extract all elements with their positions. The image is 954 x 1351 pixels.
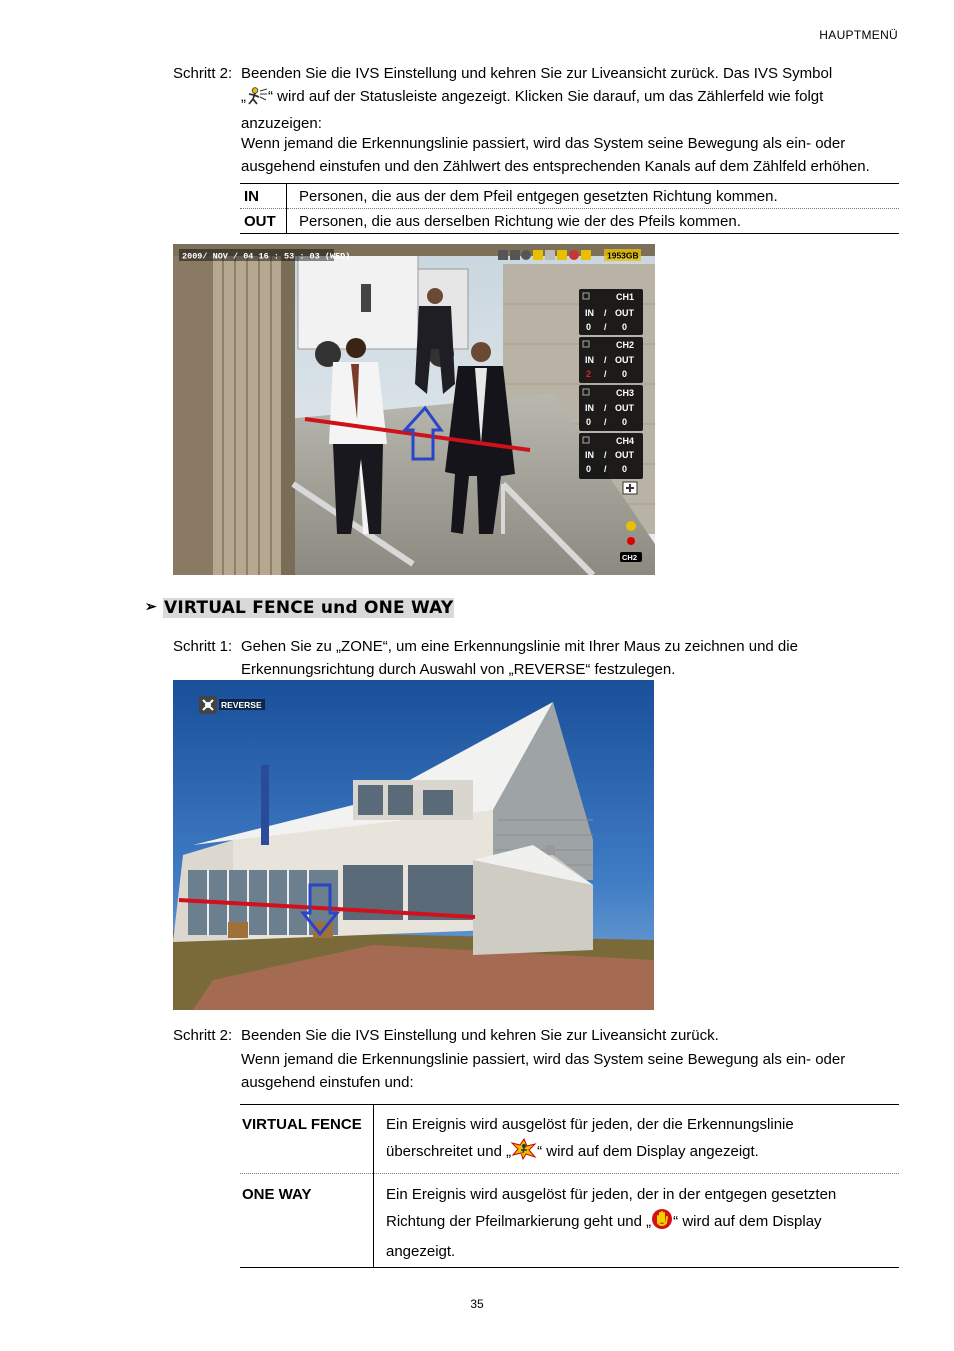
svg-text:0: 0	[586, 322, 592, 332]
desc-line: angezeigt.	[386, 1243, 456, 1260]
counter-screenshot	[173, 244, 655, 575]
svg-text:2: 2	[586, 369, 592, 379]
desc-line: Richtung der Pfeilmarkierung geht und „ “ wird auf dem Display	[386, 1208, 898, 1239]
svg-text:/: /	[604, 322, 607, 332]
table-key: VIRTUAL FENCE	[240, 1105, 374, 1174]
svg-text:IN: IN	[585, 355, 594, 365]
desc-line: Ein Ereignis wird ausgelöst für jeden, der die Erkennungslinie	[386, 1116, 794, 1133]
reverse-screenshot	[173, 680, 654, 1010]
svg-text:OUT: OUT	[615, 308, 634, 318]
table-key: OUT	[240, 209, 287, 234]
current-channel-label: CH2	[622, 553, 638, 562]
step-label: Schritt 2:	[173, 65, 233, 82]
counter-ch3	[579, 385, 643, 431]
step-line: Beenden Sie die IVS Einstellung und kehren Sie zur Liveansicht zurück. Das IVS Symbol	[241, 65, 833, 82]
oneway-hand-icon	[651, 1208, 673, 1239]
table-row	[240, 1174, 899, 1268]
step-line: Gehen Sie zu „ZONE“, um eine Erkennungslinie mit Ihrer Maus zu zeichnen und die	[241, 638, 798, 655]
svg-text:CH2: CH2	[616, 340, 635, 350]
step-2-intro	[173, 62, 903, 132]
svg-text:OUT: OUT	[615, 355, 634, 365]
svg-text:/: /	[604, 308, 607, 318]
hdd-capacity: 1953GB	[607, 250, 639, 261]
svg-text:0: 0	[586, 417, 592, 427]
step-label: Schritt 1:	[173, 638, 233, 655]
svg-text:/: /	[604, 403, 607, 413]
step-text: Beenden Sie die IVS Einstellung und kehren Sie zur Liveansicht zurück.	[241, 1027, 719, 1044]
step-text	[241, 62, 901, 135]
page-number: 35	[470, 1297, 484, 1311]
step-2-final-paragraph: Wenn jemand die Erkennungslinie passiert, wird das System seine Bewegung als ein- oder ausgehend einstufen und:	[241, 1051, 846, 1091]
record-icon	[627, 537, 635, 545]
section-heading: ➢ VIRTUAL FENCE und ONE WAY	[145, 598, 454, 618]
table-desc: Personen, die aus derselben Richtung wie der des Pfeils kommen.	[299, 212, 741, 230]
svg-text:/: /	[604, 417, 607, 427]
table-row	[240, 209, 899, 234]
svg-text:OUT: OUT	[615, 450, 634, 460]
counter-channel: CH1	[616, 292, 635, 302]
step-text	[241, 635, 901, 681]
svg-text:CH4: CH4	[616, 436, 635, 446]
step-1	[173, 635, 903, 683]
event-table	[240, 1104, 899, 1268]
reverse-label: REVERSE	[221, 700, 262, 710]
osd-timestamp: 2009/ NOV / 04 16 : 53 : 03 (WED)	[182, 251, 351, 262]
table-key: IN	[240, 184, 287, 209]
table-desc	[374, 1174, 900, 1268]
table-desc: Personen, die aus der dem Pfeil entgegen gesetzten Richtung kommen.	[287, 184, 900, 209]
svg-text:OUT: OUT	[615, 403, 634, 413]
table-row	[240, 184, 899, 209]
svg-text:0: 0	[622, 369, 628, 379]
svg-text:/: /	[604, 464, 607, 474]
step-line: Erkennungsrichtung durch Auswahl von „REVERSE“ festzulegen.	[241, 661, 676, 678]
page-header: HAUPTMENÜ	[819, 28, 898, 42]
svg-text:IN: IN	[585, 403, 594, 413]
bullet-arrow-icon: ➢	[145, 598, 157, 614]
table-key: ONE WAY	[240, 1174, 374, 1268]
desc-line: überschreitet und „ “ wird auf dem Display angezeigt.	[386, 1138, 898, 1169]
svg-text:0: 0	[622, 322, 628, 332]
svg-text:0: 0	[622, 464, 628, 474]
counter-ch1	[579, 289, 643, 335]
svg-text:IN: IN	[585, 308, 594, 318]
counter-ch2	[579, 337, 643, 383]
step-label: Schritt 2:	[173, 1027, 233, 1044]
in-out-table	[240, 183, 899, 234]
svg-text:/: /	[604, 450, 607, 460]
svg-text:CH3: CH3	[616, 388, 635, 398]
desc-line: Ein Ereignis wird ausgelöst für jeden, der in der entgegen gesetzten	[386, 1186, 837, 1203]
svg-text:IN: IN	[585, 450, 594, 460]
counter-ch4	[579, 433, 643, 479]
ivs-person-icon	[246, 87, 268, 112]
svg-text:0: 0	[622, 417, 628, 427]
ivs-person-icon	[533, 250, 543, 260]
table-row	[240, 1105, 899, 1174]
step-line: anzuzeigen:	[241, 115, 322, 132]
svg-text:/: /	[604, 369, 607, 379]
ivs-person-icon	[626, 521, 636, 531]
step-2-paragraph: Wenn jemand die Erkennungslinie passiert, wird das System seine Bewegung als ein- oder ausgehend einstufen und den Zählwert des entsprechenden Kanals auf dem Zählfeld erhöhen.	[241, 135, 870, 175]
step-line: „ “ wird auf der Statusleiste angezeigt. Klicken Sie darauf, um das Zählerfeld wie folgt	[241, 85, 901, 112]
svg-text:/: /	[604, 355, 607, 365]
table-desc	[374, 1105, 900, 1174]
svg-text:0: 0	[586, 464, 592, 474]
step-2-final	[173, 1024, 903, 1048]
fence-alert-icon	[511, 1138, 537, 1169]
